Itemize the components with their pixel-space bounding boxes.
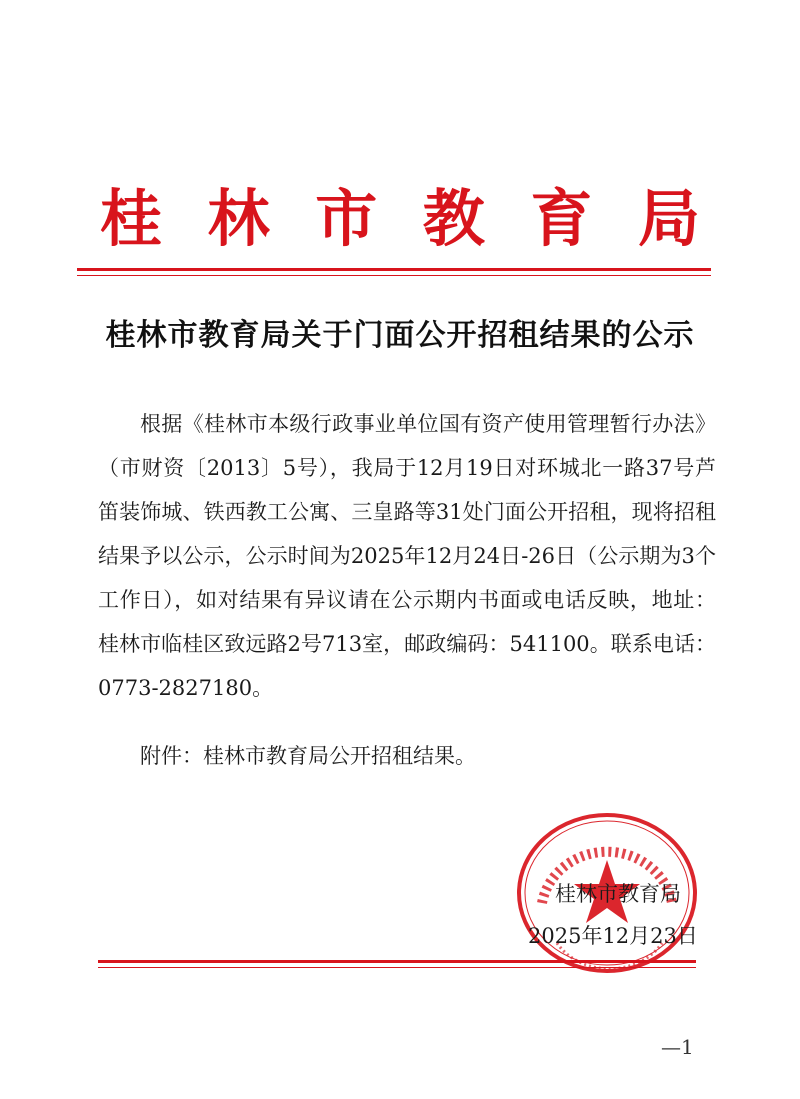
attachment-note: 附件：桂林市教育局公开招租结果。 bbox=[140, 744, 476, 768]
signer-name: 桂林市教育局 bbox=[555, 882, 681, 906]
org-header-char: 市 bbox=[315, 182, 378, 255]
document-body: 根据《桂林市本级行政事业单位国有资产使用管理暂行办法》（市财资〔2013〕5号），我局于12月19日对环城北一路37号芦笛装饰城、铁西教工公寓、三皇路等31处门面公开招租，现将招租结果予以公示，公示时间为2025年12月24日-26日（公示期为3个工作日），如对结果有异议请在公示期内书面或电话反映，地址：桂林市临桂区致远路2号713室，邮政编码：541100。联系电话：0773-2827180。 bbox=[98, 412, 716, 700]
signature-date: 2025年12月23日 bbox=[528, 924, 698, 948]
org-header-char: 局 bbox=[637, 182, 700, 255]
document-title: 桂林市教育局关于门面公开招租结果的公示 bbox=[105, 318, 695, 353]
header-divider-thick bbox=[77, 268, 711, 271]
page-number: —1 bbox=[661, 1035, 694, 1059]
org-header-char: 桂 bbox=[100, 182, 163, 255]
header-divider-thin bbox=[77, 275, 711, 276]
org-header-title bbox=[100, 182, 700, 255]
org-header-char: 育 bbox=[530, 182, 593, 255]
org-header-char: 教 bbox=[422, 182, 485, 255]
org-header-char: 林 bbox=[207, 182, 270, 255]
